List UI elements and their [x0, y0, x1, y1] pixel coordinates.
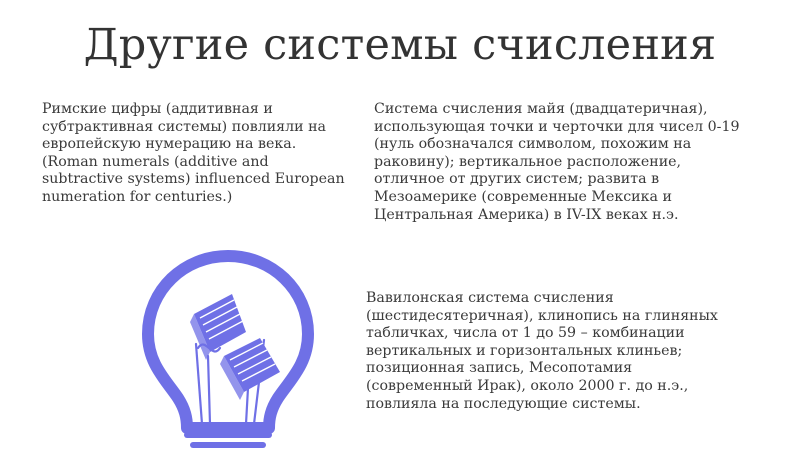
lightbulb-with-book-icon: [140, 248, 316, 449]
roman-numerals-text: Римские цифры (аддитивная и субтрактивная системы) повлияли на европейскую нумерацию на века. (Roman numerals (additive and subtractive systems) influenced European numeration for centuries.): [42, 101, 345, 205]
slide-title: Другие системы счисления: [83, 20, 717, 70]
maya-numerals-text: Система счисления майя (двадцатеричная), использующая точки и черточки для чисел 0-19 (нуль обозначался символом, похожим на раковину); вертикальное расположение, отличное от других систем; развита в Мезоамерике (современные Мексика и Центральная Америка) в IV-IX веках н.э.: [374, 101, 740, 223]
babylonian-numerals-text: Вавилонская система счисления (шестидесятеричная), клинопись на глиняных табличках, числа от 1 до 59 – комбинации вертикальных и горизонтальных клиньев; позиционная запись, Месопотамия (современный Ирак), около 2000 г. до н.э., повлияла на последующие системы.: [366, 290, 718, 412]
